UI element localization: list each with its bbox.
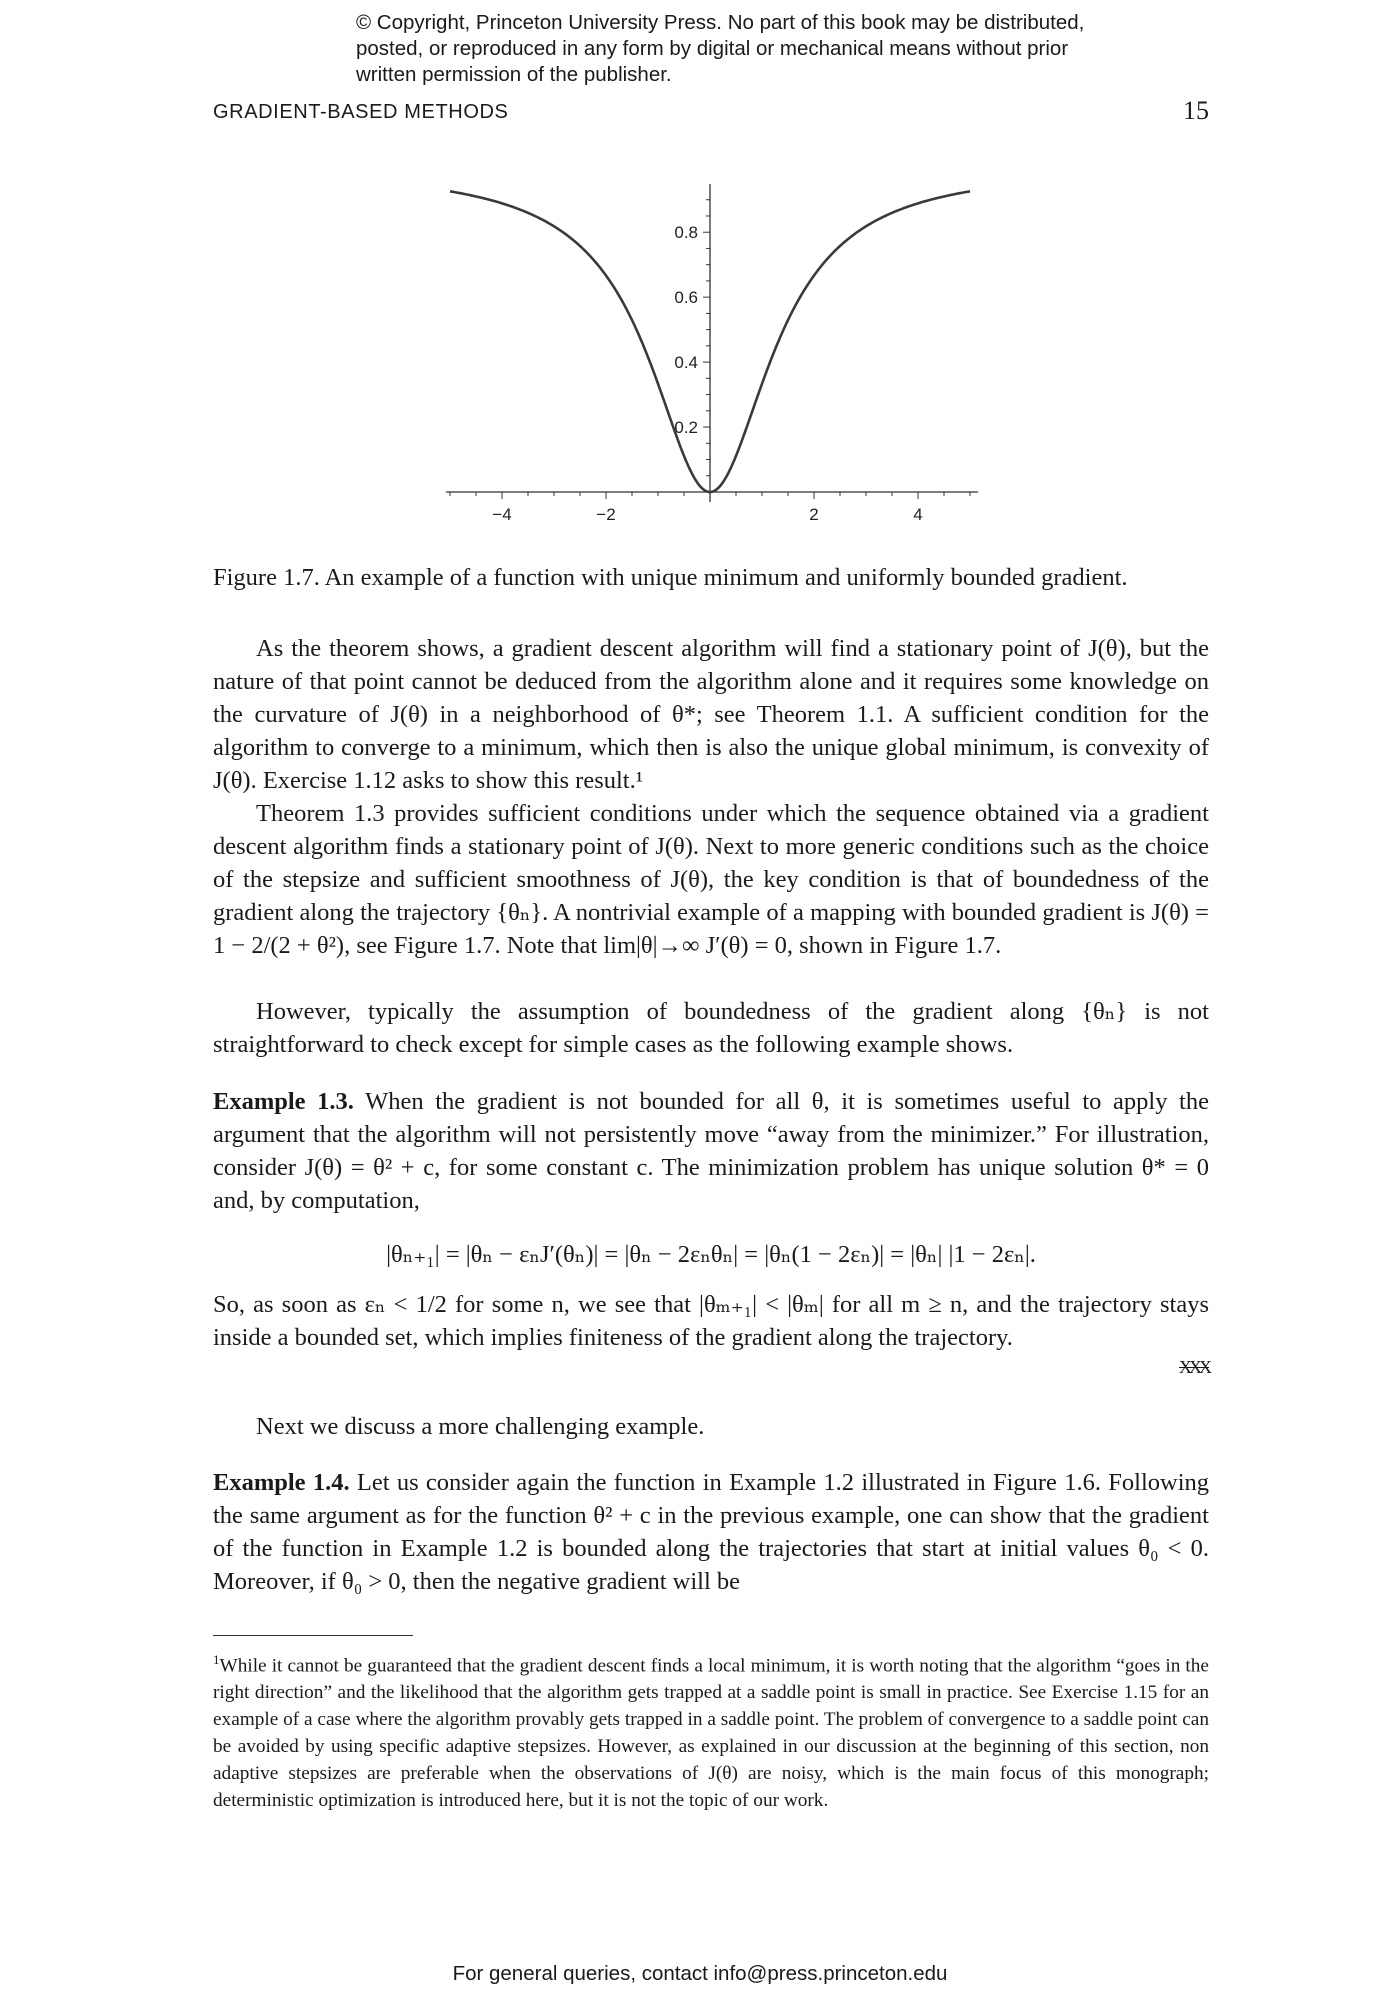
paragraph-4: So, as soon as εₙ < 1/2 for some n, we see that |θₘ₊₁| < |θₘ| for all m ≥ n, and the trajectory stays inside a bounded set, which implies finiteness of the gradient along the trajectory. (213, 1291, 1209, 1351)
x-tick-label: −2 (596, 505, 616, 524)
y-tick-label: 0.2 (674, 418, 698, 438)
x-tick-label: −4 (492, 505, 512, 524)
example-1-4-label: Example 1.4. (213, 1469, 350, 1496)
example-1-3-text: When the gradient is not bounded for all θ, it is sometimes useful to apply the argument that the algorithm will not persistently move “away from the minimizer.” For illustration, consider J(θ) = θ² + c, for some constant c. The minimization problem has unique solution θ* = 0 and, by computation, (213, 1088, 1209, 1214)
footnote-text: While it cannot be guaranteed that the gradient descent finds a local minimum, it is worth noting that the algorithm “goes in the right direction” and the likelihood that the algorithm gets trapped at a saddle point is small in practice. See Exercise 1.15 for an example of a case where the algorithm provably gets trapped in a saddle point. The problem of convergence to a saddle point can be avoided by using specific adaptive stepsizes. However, as explained in our discussion at the beginning of this section, non adaptive stepsizes are preferable when the observations of J(θ) are noisy, which is the main focus of this monograph; deterministic optimization is introduced here, but it is not the topic of our work. (213, 1655, 1209, 1812)
example-1-4 (213, 1466, 1209, 1598)
page-number: 15 (1183, 96, 1209, 125)
copyright-notice: © Copyright, Princeton University Press. No part of this book may be distributed, posted, or reproduced in any form by digital or mechanical means without prior written permission of the publisher. (356, 11, 1085, 86)
example-end-mark: XXX (1179, 1357, 1209, 1377)
x-tick-label: 4 (913, 505, 923, 524)
figure-1-7 (440, 180, 980, 540)
y-tick-label: 0.8 (674, 223, 698, 243)
example-1-3 (213, 1085, 1209, 1217)
example-1-3-label: Example 1.3. (213, 1088, 354, 1115)
page-footer: For general queries, contact info@press.princeton.edu (452, 1962, 948, 1985)
function-plot (440, 180, 980, 540)
y-tick-label: 0.4 (674, 353, 698, 373)
paragraph-3: However, typically the assumption of boundedness of the gradient along {θₙ} is not straightforward to check except for simple cases as the following example shows. (213, 998, 1209, 1058)
display-equation: |θₙ₊₁| = |θₙ − εₙJ′(θₙ)| = |θₙ − 2εₙθₙ| = |θₙ(1 − 2εₙ)| = |θₙ| |1 − 2εₙ|. (386, 1241, 1036, 1268)
footnote (213, 1646, 1209, 1814)
paragraph-1: As the theorem shows, a gradient descent algorithm will find a stationary point of J(θ), but the nature of that point cannot be deduced from the algorithm alone and it requires some knowledge on the curvature of J(θ) in a neighborhood of θ*; see Theorem 1.1. A sufficient condition for the algorithm to converge to a minimum, which then is also the unique global minimum, is convexity of J(θ). Exercise 1.12 asks to show this result.¹ (213, 635, 1209, 794)
example-1-4-text: Let us consider again the function in Example 1.2 illustrated in Figure 1.6. Following the same argument as for the function θ² + c in the previous example, one can show that the gradient of the function in Example 1.2 is bounded along the trajectories that start at initial values θ₀ < 0. Moreover, if θ₀ > 0, then the negative gradient will be (213, 1469, 1210, 1595)
paragraph-2: Theorem 1.3 provides sufficient conditions under which the sequence obtained via a gradient descent algorithm finds a stationary point of J(θ). Next to more generic conditions such as the choice of the stepsize and sufficient smoothness of J(θ), the key condition is that of boundedness of the gradient along the trajectory {θₙ}. A nontrivial example of a mapping with bounded gradient is J(θ) = 1 − 2/(2 + θ²), see Figure 1.7. Note that lim|θ|→∞ J′(θ) = 0, shown in Figure 1.7. (213, 800, 1209, 959)
footnote-marker: 1 (213, 1652, 220, 1667)
footnote-rule (213, 1635, 413, 1636)
x-tick-label: 2 (809, 505, 819, 524)
running-head: GRADIENT-BASED METHODS (213, 101, 509, 123)
figure-caption: Figure 1.7. An example of a function with unique minimum and uniformly bounded gradient. (213, 564, 1128, 591)
y-tick-label: 0.6 (674, 288, 698, 308)
paragraph-5: Next we discuss a more challenging example. (256, 1413, 705, 1440)
